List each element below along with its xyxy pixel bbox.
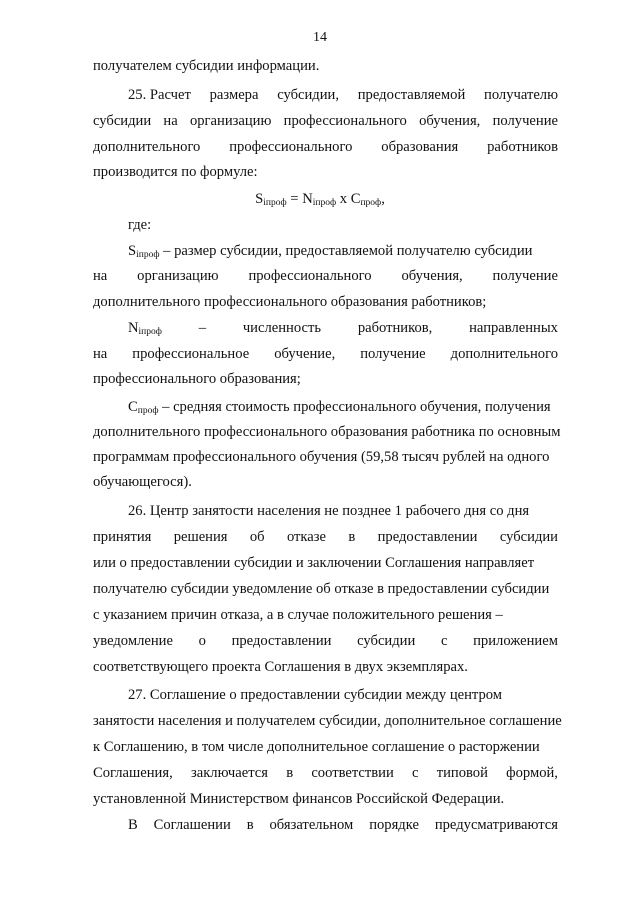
text-line-3: субсидии на организацию профессионального обучения, получение xyxy=(93,113,558,129)
text-line-4: дополнительного профессионального образования работников xyxy=(93,139,558,155)
text-line-24: 27. Соглашение о предоставлении субсидии между центром xyxy=(128,687,503,703)
text-line-16: обучающегося). xyxy=(93,474,192,490)
text-line-22: уведомление о предоставлении субсидии с приложением xyxy=(93,633,558,649)
text-line-26: к Соглашению, в том числе дополнительное соглашение о расторжении xyxy=(93,739,540,755)
text-line-5: производится по формуле: xyxy=(93,164,258,180)
text-line-21: с указанием причин отказа, а в случае положительного решения – xyxy=(93,607,503,623)
definition-s: $S_{iпроф}$ – размер субсидии, предоставляемой получателю субсидии xyxy=(128,243,533,260)
text-line-11: на профессиональное обучение, получение дополнительного xyxy=(93,346,558,362)
text-line-20: получателю субсидии уведомление об отказе в предоставлении субсидии xyxy=(93,581,550,597)
text-line-2: 25. Расчет размера субсидии, предоставляемой получателю xyxy=(128,87,558,103)
text-line-12: профессионального образования; xyxy=(93,371,301,387)
text-line-29: В Соглашении в обязательном порядке предусматриваются xyxy=(128,817,558,833)
formula: $S_{iпроф} = N_{iпроф}$ х $С_{проф}$, xyxy=(255,191,385,208)
page-number: 14 xyxy=(313,30,327,45)
text-line-where: где: xyxy=(128,217,152,233)
definition-c: $С_{проф}$ – средняя стоимость профессионального обучения, получения xyxy=(128,399,551,416)
text-line-27: Соглашения, заключается в соответствии с типовой формой, xyxy=(93,765,558,781)
text-line-9: дополнительного профессионального образования работников; xyxy=(93,294,487,310)
text-line-23: соответствующего проекта Соглашения в двух экземплярах. xyxy=(93,659,468,675)
text-line-17: 26. Центр занятости населения не позднее 1 рабочего дня со дня xyxy=(128,503,530,519)
text-line-28: установленной Министерством финансов Российской Федерации. xyxy=(93,791,505,807)
text-line-1: получателем субсидии информации. xyxy=(93,58,320,74)
text-line-15: программам профессионального обучения (59,58 тысяч рублей на одного xyxy=(93,449,550,465)
text-line-25: занятости населения и получателем субсидии, дополнительное соглашение xyxy=(93,713,562,729)
text-line-18: принятия решения об отказе в предоставлении субсидии xyxy=(93,529,558,545)
definition-n: $N_{iпроф}$ – численность работников, направленных xyxy=(128,320,558,337)
text-line-19: или о предоставлении субсидии и заключении Соглашения направляет xyxy=(93,555,535,571)
text-line-8: на организацию профессионального обучения, получение xyxy=(93,268,558,284)
text-line-14: дополнительного профессионального образования работника по основным xyxy=(93,424,561,440)
